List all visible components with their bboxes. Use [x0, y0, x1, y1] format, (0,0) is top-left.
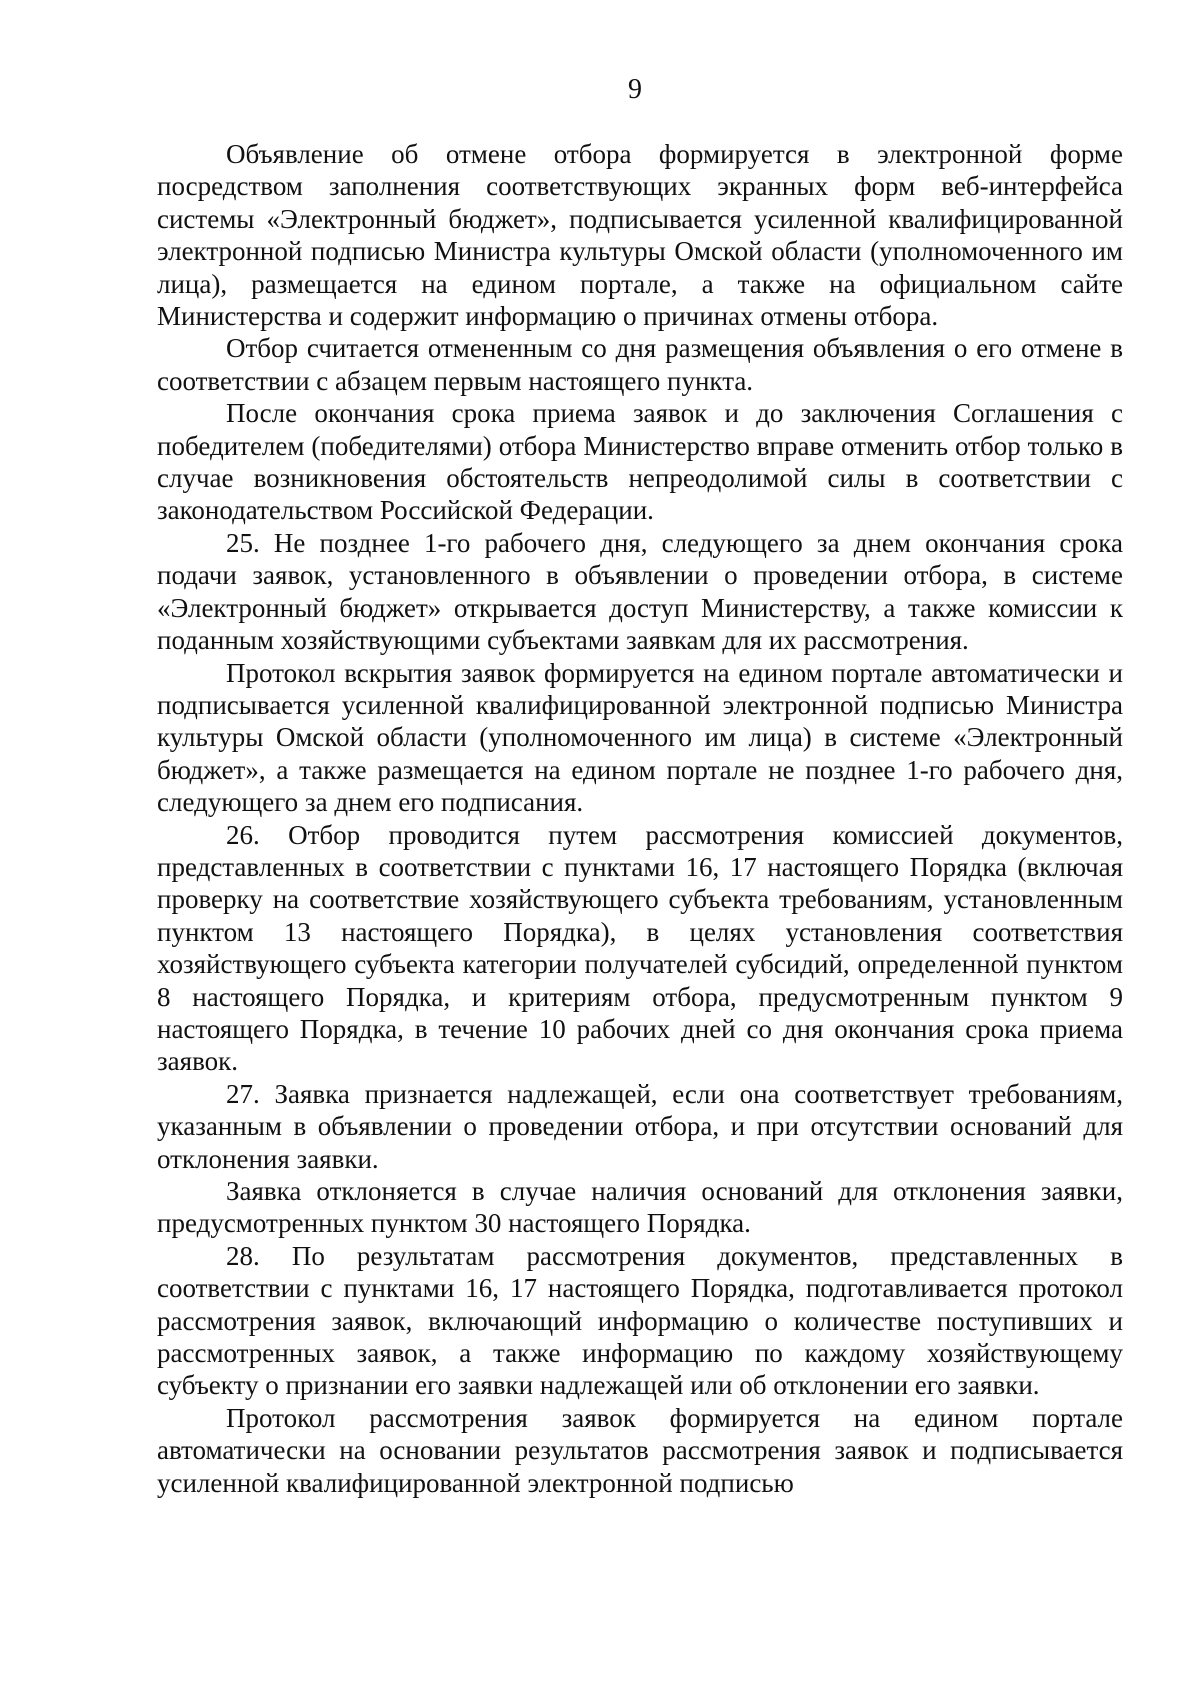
body-text — [157, 138, 1123, 1499]
paragraph: Протокол рассмотрения заявок формируется на едином портале автоматически на основании результатов рассмотрения заявок и подписывается усиленной квалифицированной электронной подписью — [157, 1402, 1123, 1498]
paragraph: 25. Не позднее 1-го рабочего дня, следующего за днем окончания срока подачи заявок, установленного в объявлении о проведении отбора, в системе «Электронный бюджет» открывается доступ Министерству, а также комиссии к поданным хозяйствующими субъектами заявкам для их рассмотрения. — [157, 527, 1123, 656]
paragraph: Протокол вскрытия заявок формируется на едином портале автоматически и подписывается усиленной квалифицированной электронной подписью Министра культуры Омской области (уполномоченного им лица) в системе «Электронный бюджет», а также размещается на едином портале не позднее 1-го рабочего дня, следующего за днем его подписания. — [157, 657, 1123, 818]
paragraph: 27. Заявка признается надлежащей, если она соответствует требованиям, указанным в объявлении о проведении отбора, и при отсутствии оснований для отклонения заявки. — [157, 1078, 1123, 1174]
paragraph: Объявление об отмене отбора формируется в электронной форме посредством заполнения соответствующих экранных форм веб-интерфейса системы «Электронный бюджет», подписывается усиленной квалифицированной электронной подписью Министра культуры Омской области (уполномоченного им лица), размещается на едином портале, а также на официальном сайте Министерства и содержит информацию о причинах отмены отбора. — [157, 139, 1123, 332]
paragraph: Заявка отклоняется в случае наличия оснований для отклонения заявки, предусмотренных пунктом 30 настоящего Порядка. — [157, 1176, 1123, 1239]
paragraph: Отбор считается отмененным со дня размещения объявления о его отмене в соответствии с абзацем первым настоящего пункта. — [157, 333, 1123, 396]
paragraph: После окончания срока приема заявок и до заключения Соглашения с победителем (победителями) отбора Министерство вправе отменить отбор только в случае возникновения обстоятельств непреодолимой силы в соответствии с законодательством Российской Федерации. — [157, 398, 1123, 526]
paragraph: 26. Отбор проводится путем рассмотрения комиссией документов, представленных в соответствии с пунктами 16, 17 настоящего Порядка (включая проверку на соответствие хозяйствующего субъекта требованиям, установленным пунктом 13 настоящего Порядка), в целях установления соответствия хозяйствующего субъекта категории получателей субсидий, определенной пунктом 8 настоящего Порядка, и критериям отбора, предусмотренным пунктом 9 настоящего Порядка, в течение 10 рабочих дней со дня окончания срока приема заявок. — [157, 819, 1123, 1077]
paragraph: 28. По результатам рассмотрения документов, представленных в соответствии с пунктами 16, 17 настоящего Порядка, подготавливается протокол рассмотрения заявок, включающий информацию о количестве поступивших и рассмотренных заявок, а также информацию по каждому хозяйствующему субъекту о признании его заявки надлежащей или об отклонении его заявки. — [157, 1240, 1123, 1401]
page-number: 9 — [628, 74, 642, 105]
